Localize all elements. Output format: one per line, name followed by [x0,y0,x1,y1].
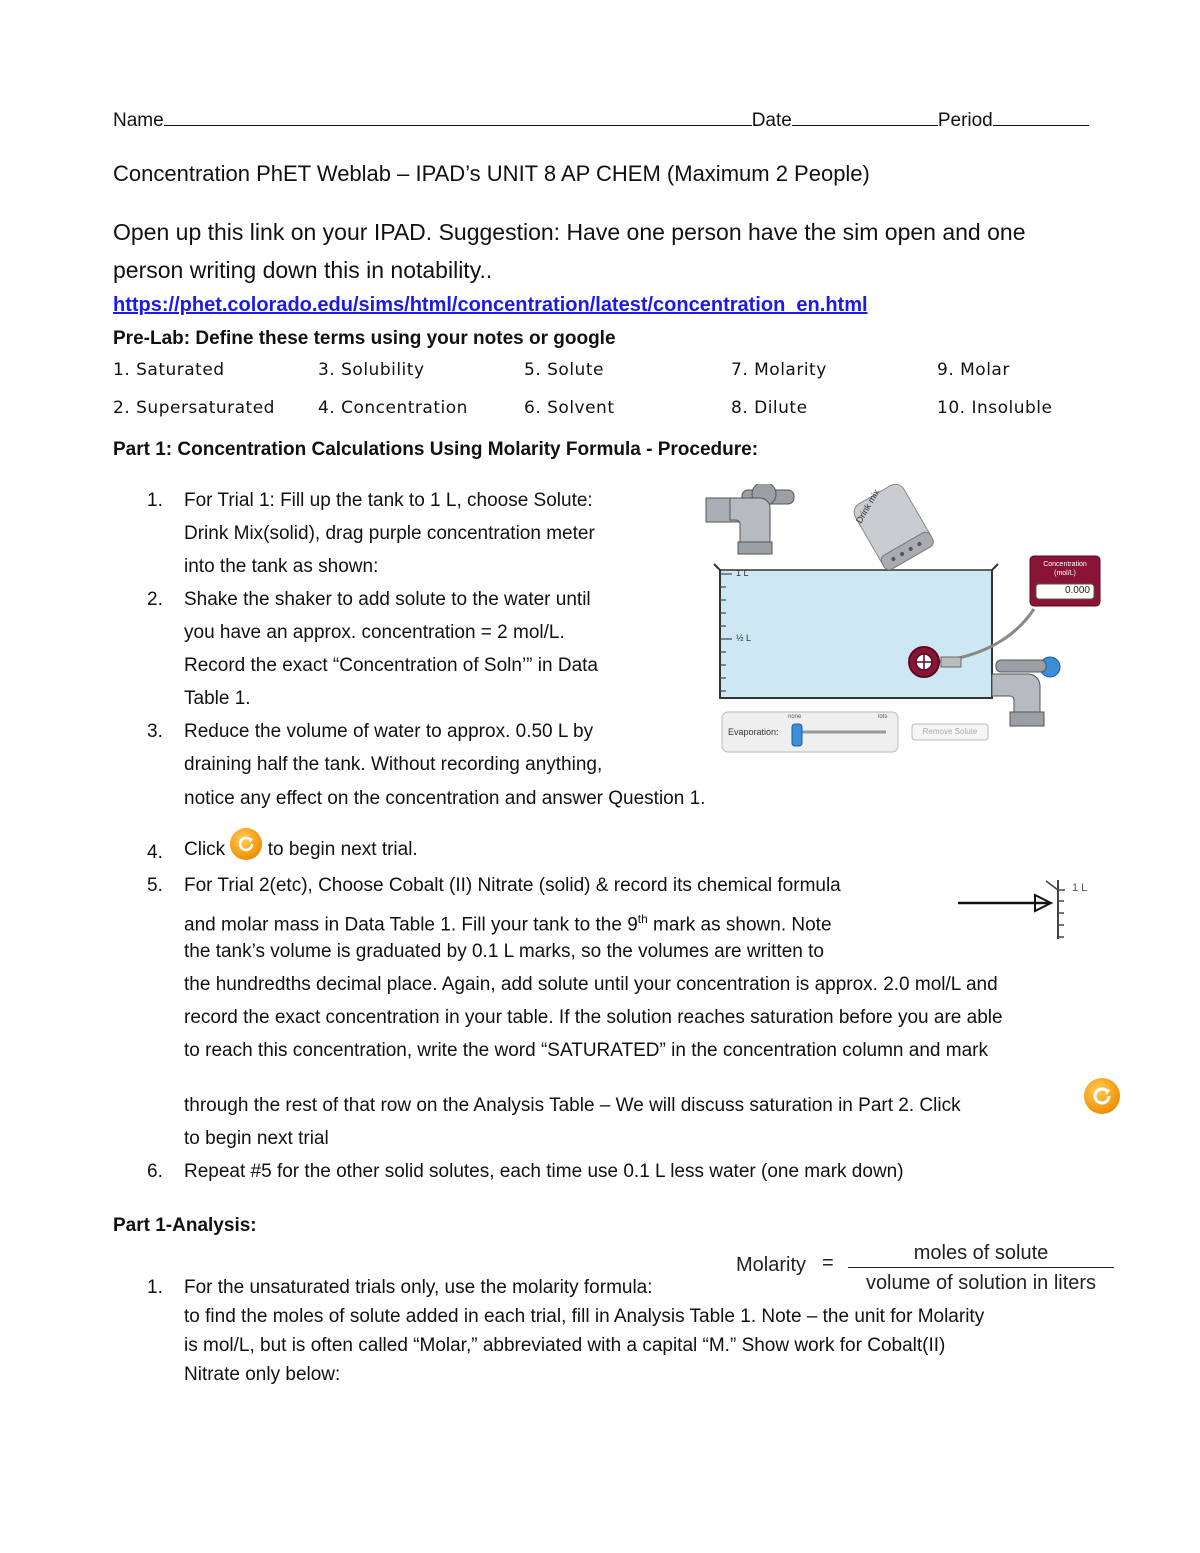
header-line [113,108,1103,134]
step-5-line: to begin next trial [184,1128,329,1149]
step-2-line: Shake the shaker to add solute to the water until [184,589,591,610]
step-number: 2. [147,589,163,610]
step-number: 1. [147,1277,163,1298]
date-blank[interactable] [792,108,938,126]
intro-line-1: Open up this link on your IPAD. Suggestion: Have one person have the sim open and one [113,219,1026,245]
step-5-line: to reach this concentration, write the word “SATURATED” in the concentration column and mark [184,1040,988,1061]
evaporation-none-label: none [788,714,802,720]
analysis-line: is mol/L, but is often called “Molar,” abbreviated with a capital “M.” Show work for Cobalt(II) [184,1335,946,1356]
step-5-line: record the exact concentration in your table. If the solution reaches saturation before you are able [184,1007,1003,1028]
meter-title [1030,560,1100,578]
step-number: 1. [147,490,163,511]
formula-numerator: moles of solute [848,1242,1114,1268]
step-5-line: the hundredths decimal place. Again, add solute until your concentration is approx. 2.0 mol/L and [184,974,998,995]
formula-lhs: Molarity [736,1254,807,1276]
drink-mix-shaker [851,484,936,572]
term-item: 5. Solute [524,360,604,380]
analysis-line: For the unsaturated trials only, use the molarity formula: [184,1277,653,1298]
faucet-bottom [992,657,1060,726]
step-4-text: Click [184,839,226,861]
phet-link[interactable]: https://phet.colorado.edu/sims/html/concentration/latest/concentration_en.html [113,294,868,316]
scale-lip [1046,881,1058,890]
name-label: Name [113,110,164,131]
evaporation-slider-thumb [792,724,802,746]
term-item: 10. Insoluble [937,398,1053,418]
term-item: 2. Supersaturated [113,398,275,418]
small-mark-label: 1 L [1072,882,1088,894]
step-number: 4. [147,842,163,863]
step-number: 6. [147,1161,163,1182]
step-1-line: Drink Mix(solid), drag purple concentration meter [184,523,595,544]
mark-1L-label: 1 L [736,568,749,578]
step-1-line: For Trial 1: Fill up the tank to 1 L, choose Solute: [184,490,593,511]
step-1-line: into the tank as shown: [184,556,379,577]
formula-equals: = [822,1252,834,1274]
period-blank[interactable] [993,108,1089,126]
analysis-line: Nitrate only below: [184,1364,341,1385]
term-item: 6. Solvent [524,398,615,418]
name-blank[interactable] [164,108,752,126]
tank-mark-figure [955,875,1065,945]
step-5-line [184,906,832,938]
analysis-heading: Part 1-Analysis: [113,1215,257,1236]
meter-title-line: (mol/L) [1054,570,1076,577]
simulation-figure [704,484,1104,759]
page-title: Concentration PhET Weblab – IPAD’s UNIT 8 AP CHEM (Maximum 2 People) [113,161,870,186]
meter-title-line: Concentration [1043,561,1087,568]
term-item: 9. Molar [937,360,1010,380]
step-4-line [184,834,418,866]
step-4-text: to begin next trial. [267,839,418,861]
step-6-line: Repeat #5 for the other solid solutes, each time use 0.1 L less water (one mark down) [184,1161,904,1182]
term-item: 3. Solubility [318,360,425,380]
step-5-line: through the rest of that row on the Analysis Table – We will discuss saturation in Part 2. Click [184,1095,961,1116]
step-3-line: draining half the tank. Without recording anything, [184,754,603,775]
remove-solute-button[interactable]: Remove Solute [922,727,978,736]
prelab-heading: Pre-Lab: Define these terms using your notes or google [113,328,616,349]
evaporation-lots-label: lots [878,714,888,720]
tank-water [720,570,992,698]
superscript: th [637,912,648,926]
part1-heading: Part 1: Concentration Calculations Using Molarity Formula - Procedure: [113,439,759,460]
faucet-top [706,484,794,554]
analysis-line: to find the moles of solute added in each trial, fill in Analysis Table 1. Note – the unit for Molarity [184,1306,985,1327]
step-3-line: notice any effect on the concentration and answer Question 1. [184,788,706,809]
shaker-label: Drink mix [854,487,882,525]
term-item: 8. Dilute [731,398,808,418]
step-5-text: mark as shown. Note [647,914,832,936]
step-2-line: Table 1. [184,688,251,709]
step-2-line: you have an approx. concentration = 2 mol/L. [184,622,565,643]
intro-line-2: person writing down this in notability.. [113,257,493,283]
reset-icon[interactable] [1084,1078,1120,1114]
mark-half-label: ½ L [736,633,752,643]
step-5-line: For Trial 2(etc), Choose Cobalt (II) Nitrate (solid) & record its chemical formula [184,875,841,896]
term-item: 4. Concentration [318,398,468,418]
reset-icon[interactable] [230,828,262,860]
step-number: 5. [147,875,163,896]
term-item: 1. Saturated [113,360,225,380]
step-3-line: Reduce the volume of water to approx. 0.50 L by [184,721,594,742]
step-5-text: and molar mass in Data Table 1. Fill your tank to the 9 [184,914,638,936]
step-5-line: the tank’s volume is graduated by 0.1 L marks, so the volumes are written to [184,941,824,962]
formula-fraction [848,1242,1114,1295]
step-2-line: Record the exact “Concentration of Soln’” in Data [184,655,598,676]
date-label: Date [751,110,792,131]
formula-denominator: volume of solution in liters [865,1272,1097,1294]
meter-value: 0.000 [1064,585,1090,596]
period-label: Period [937,110,993,131]
evaporation-label: Evaporation: [728,727,779,737]
term-item: 7. Molarity [731,360,827,380]
step-number: 3. [147,721,163,742]
